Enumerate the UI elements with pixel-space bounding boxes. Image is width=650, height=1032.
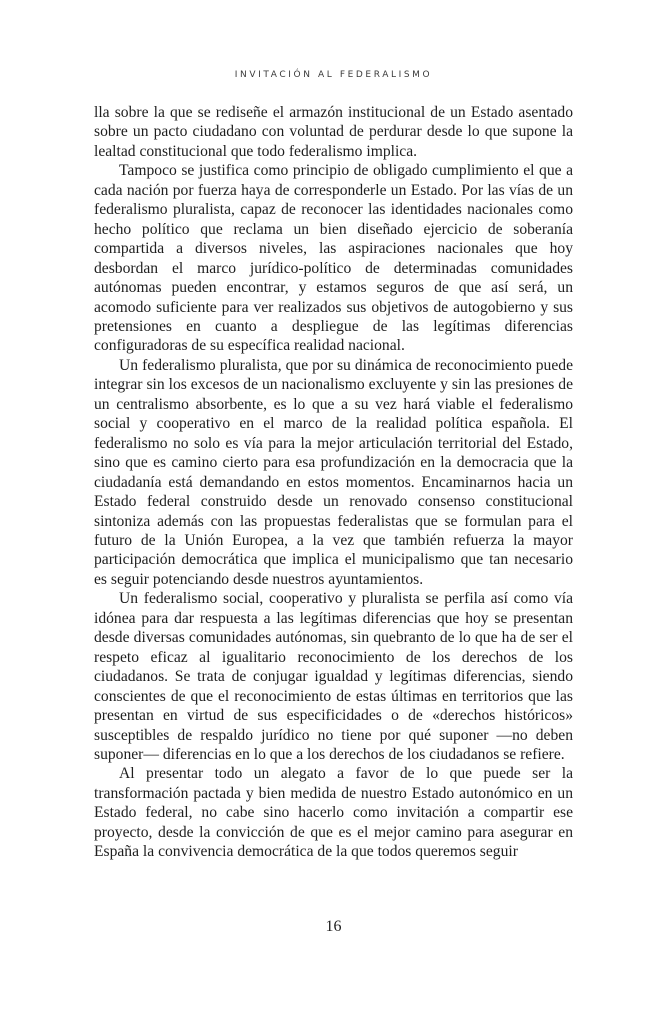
page-number: 16: [325, 918, 342, 935]
paragraph: Un federalismo social, cooperativo y pluralista se perfila así como vía idónea para dar respuesta a las legítimas diferencias que hoy se presentan desde diversas comunidades autónomas, sin quebranto de lo que ha de ser el respeto eficaz al igualitario reconocimiento de los derechos de los ciudadanos. Se trata de conjugar igualdad y legítimas diferencias, siendo conscientes de que el reconocimiento de estas últimas en territorios que las presentan en virtud de sus especificidades o de «derechos históricos» susceptibles de respaldo jurídico no tiene por qué suponer —no deben suponer— diferencias en lo que a los derechos de los ciudadanos se refiere.: [94, 590, 573, 763]
paragraph: Al presentar todo un alegato a favor de lo que puede ser la transformación pactada y bien medida de nuestro Estado autonómico en un Estado federal, no cabe sino hacerlo como invitación a compartir ese proyecto, desde la convicción de que es el mejor camino para asegurar en España la convivencia democrática de la que todos queremos seguir: [94, 765, 573, 861]
paragraph: Un federalismo pluralista, que por su dinámica de reconocimiento puede integrar sin los excesos de un nacionalismo excluyente y sin las presiones de un centralismo absorbente, es lo que a su vez hará viable el federalismo social y cooperativo en el marco de la realidad política española. El federalismo no solo es vía para la mejor articulación territorial del Estado, sino que es camino cierto para esa profundización en la democracia que la ciudadanía está demandando en estos momentos. Encaminarnos hacia un Estado federal construido desde un renovado consenso constitucional sintoniza además con las propuestas federalistas que se formulan para el futuro de la Unión Europea, a la vez que también refuerza la mayor participación democrática que implica el municipalismo que tan necesario es seguir potenciando desde nuestros ayuntamientos.: [94, 356, 573, 588]
paragraph: Tampoco se justifica como principio de obligado cumplimiento el que a cada nación por fuerza haya de corresponderle un Estado. Por las vías de un federalismo pluralista, capaz de reconocer las identidades nacionales como hecho político que reclama un bien diseñado ejercicio de soberanía compartida a diversos niveles, las aspiraciones nacionales que hoy desbordan el marco jurídico-político de determinadas comunidades autónomas pueden encontrar, y estamos seguros de que así será, un acomodo suficiente para ver realizados sus objetivos de autogobierno y sus pretensiones en cuanto a despliegue de las legítimas diferencias configuradoras de su específica realidad nacional.: [94, 162, 573, 355]
paragraph-continued: lla sobre la que se rediseñe el armazón institucional de un Estado asentado sobre un pacto ciudadano con voluntad de perdurar desde lo que supone la lealtad constitucional que todo federalismo implica.: [94, 104, 573, 160]
running-header: INVITACIÓN AL FEDERALISMO: [234, 70, 433, 80]
body-text: [94, 103, 573, 862]
